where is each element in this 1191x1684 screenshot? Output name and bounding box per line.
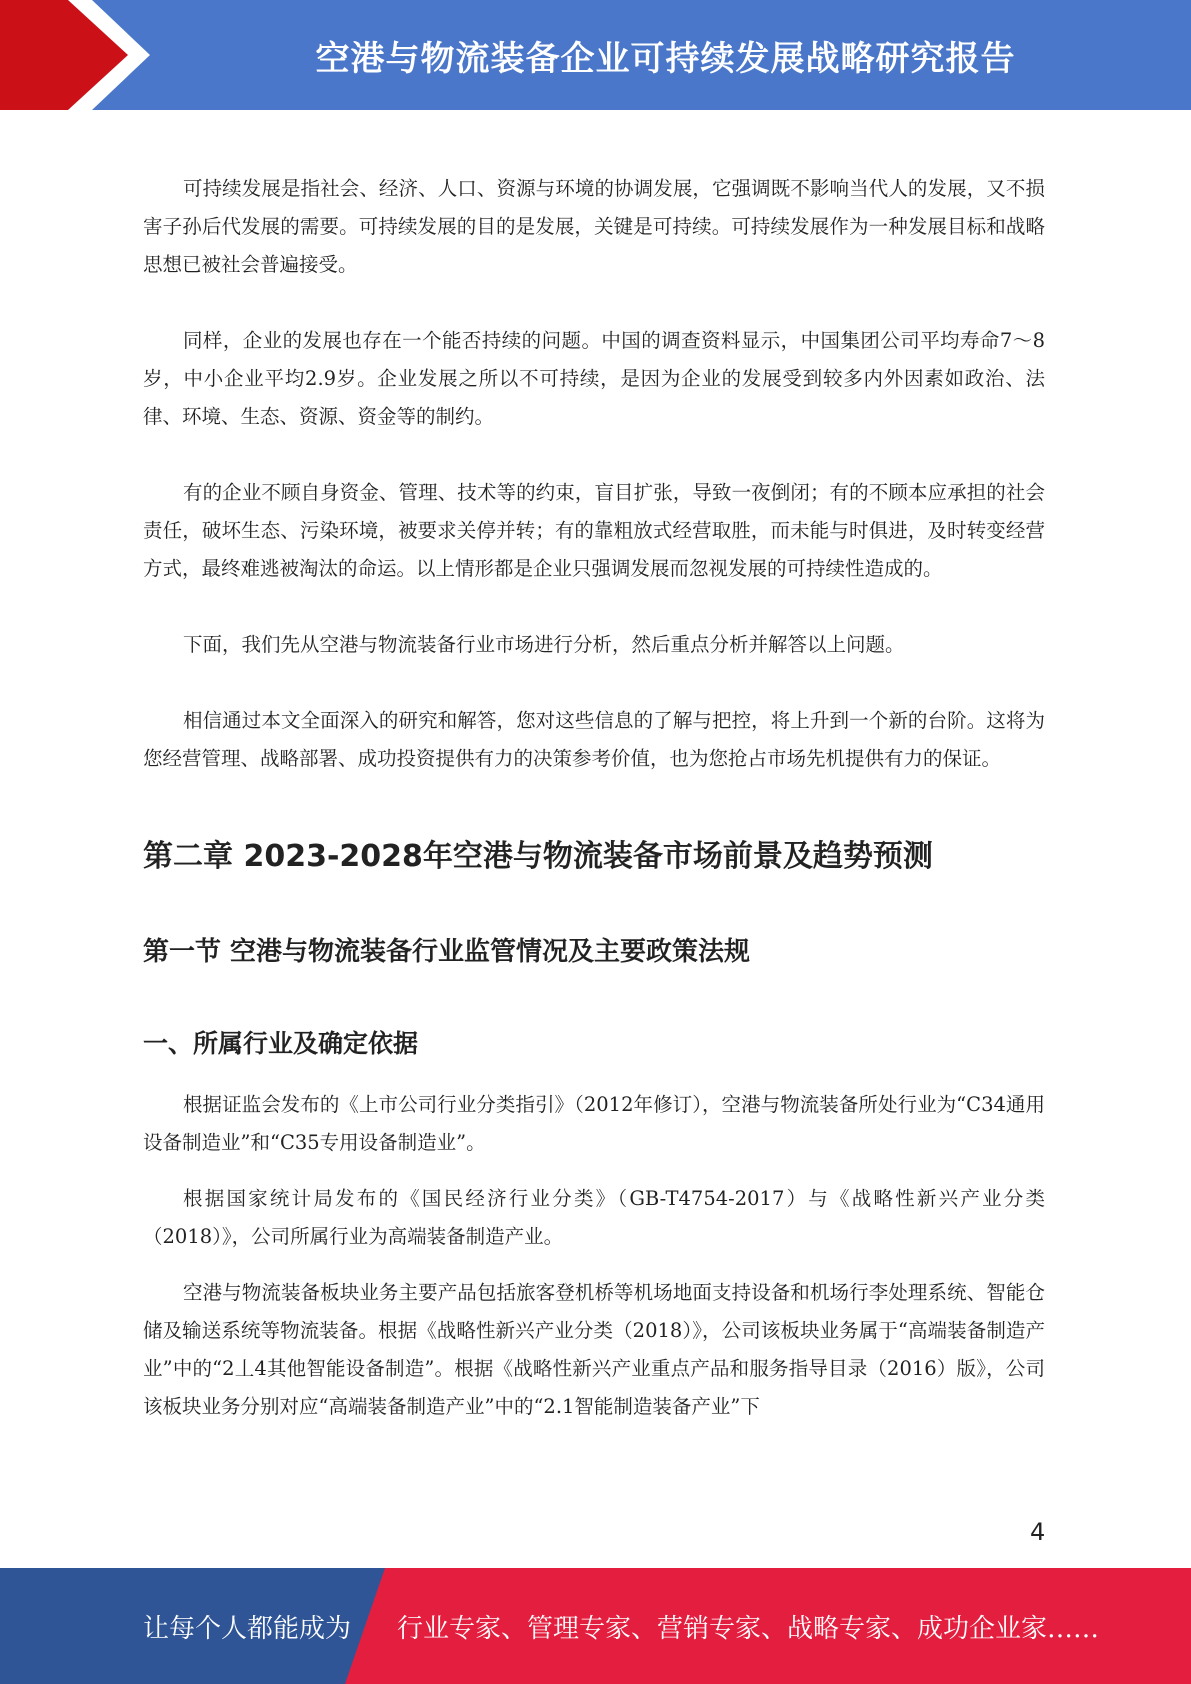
footer-slogan-right: 行业专家、管理专家、营销专家、战略专家、成功企业家…… (397, 1613, 1100, 1644)
paragraph-enterprise-lifespan: 同样，企业的发展也存在一个能否持续的问题。中国的调查资料显示，中国集团公司平均寿命7～8岁，中小企业平均2.9岁。企业发展之所以不可持续，是因为企业的发展受到较多内外因素如政治、法律、环境、生态、资源、资金等的制约。 (143, 329, 1045, 428)
paragraph-csrc-classification: 根据证监会发布的《上市公司行业分类指引》（2012年修订），空港与物流装备所处行业为“C34通用设备制造业”和“C35专用设备制造业”。 (143, 1093, 1045, 1154)
chapter-heading: 第二章 2023-2028年空港与物流装备市场前景及趋势预测 (143, 839, 933, 874)
subsection-heading: 一、所属行业及确定依据 (143, 1029, 419, 1058)
page-footer (0, 1568, 1191, 1684)
paragraph-business-products: 空港与物流装备板块业务主要产品包括旅客登机桥等机场地面支持设备和机场行李处理系统、智能仓储及输送系统等物流装备。根据《战略性新兴产业分类（2018）》，公司该板块业务属于“高端装备制造产业”中的“2丄4其他智能设备制造”。根据《战略性新兴产业重点产品和服务指导目录（2016）版》，公司该板块业务分别对应“高端装备制造产业”中的“2.1智能制造装备产业”下 (143, 1281, 1045, 1418)
footer-slogan-left: 让每个人都能成为 (143, 1613, 352, 1644)
section-heading: 第一节 空港与物流装备行业监管情况及主要政策法规 (143, 937, 751, 967)
document-body (143, 170, 1045, 1426)
page-number: 4 (1030, 1518, 1046, 1546)
paragraph-failure-causes: 有的企业不顾自身资金、管理、技术等的约束，盲目扩张，导致一夜倒闭；有的不顾本应承担的社会责任，破坏生态、污染环境，被要求关停并转；有的靠粗放式经营取胜，而未能与时俱进，及时转变经营方式，最终难逃被淘汰的命运。以上情形都是企业只强调发展而忽视发展的可持续性造成的。 (143, 481, 1045, 580)
paragraph-sustainability-definition: 可持续发展是指社会、经济、人口、资源与环境的协调发展，它强调既不影响当代人的发展，又不损害子孙后代发展的需要。可持续发展的目的是发展，关键是可持续。可持续发展作为一种发展目标和战略思想已被社会普遍接受。 (143, 177, 1045, 276)
report-title: 空港与物流装备企业可持续发展战略研究报告 (315, 38, 1016, 79)
paragraph-value-statement: 相信通过本文全面深入的研究和解答，您对这些信息的了解与把控，将上升到一个新的台阶。这将为您经营管理、战略部署、成功投资提供有力的决策参考价值，也为您抢占市场先机提供有力的保证。 (143, 709, 1045, 770)
paragraph-national-classification: 根据国家统计局发布的《国民经济行业分类》（GB-T4754-2017）与《战略性新兴产业分类（2018）》，公司所属行业为高端装备制造产业。 (143, 1187, 1045, 1248)
paragraph-analysis-intro: 下面，我们先从空港与物流装备行业市场进行分析，然后重点分析并解答以上问题。 (183, 633, 905, 656)
page-header (0, 0, 1191, 110)
